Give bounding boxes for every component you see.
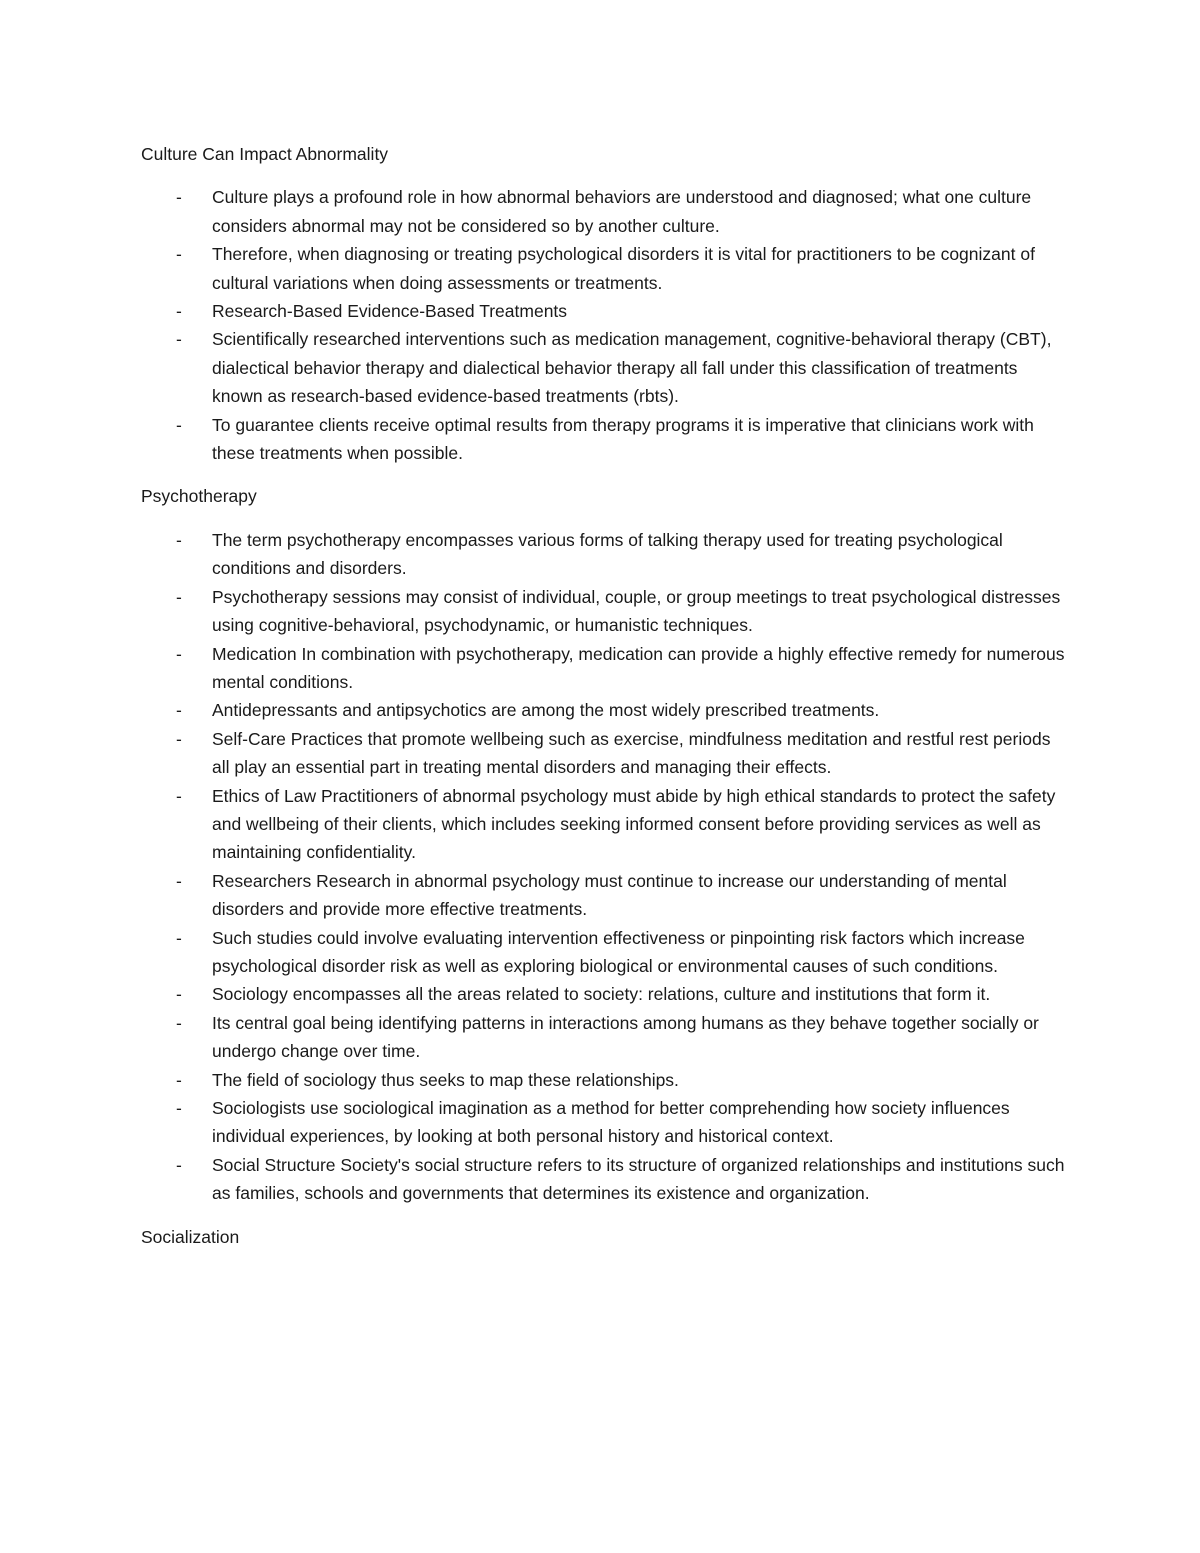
list-item: [141, 924, 1071, 981]
list-item-text: Self-Care Practices that promote wellbeing such as exercise, mindfulness meditation and restful rest periods all play an essential part in treating mental disorders and managing their effects.: [212, 728, 1051, 778]
list-item-text: To guarantee clients receive optimal results from therapy programs it is imperative that clinicians work with these treatments when possible.: [212, 414, 1034, 464]
list-item-text: Psychotherapy sessions may consist of individual, couple, or group meetings to treat psychological distresses using cognitive-behavioral, psychodynamic, or humanistic techniques.: [212, 586, 1061, 636]
section-heading: Psychotherapy: [141, 486, 257, 507]
section-culture: [141, 140, 1071, 467]
bullet-dash: -: [176, 329, 182, 350]
list-item-text: Scientifically researched interventions such as medication management, cognitive-behavioral therapy (CBT), dialectical behavior therapy and dialectical behavior therapy all fall under this classification of treatments known as research-based evidence-based treatments (rbts).: [212, 329, 1052, 407]
list-item-text: The field of sociology thus seeks to map these relationships.: [212, 1069, 679, 1090]
list-item-text: Sociology encompasses all the areas related to society: relations, culture and institutions that form it.: [212, 984, 991, 1005]
list-item: [141, 1094, 1071, 1151]
bullet-dash: -: [176, 643, 182, 664]
bullet-dash: -: [176, 244, 182, 265]
list-item: [141, 325, 1071, 410]
bullet-dash: -: [176, 586, 182, 607]
document-body: [141, 140, 1071, 1251]
list-item: [141, 980, 1071, 1008]
list-item: [141, 725, 1071, 782]
bullet-dash: -: [176, 785, 182, 806]
list-item-text: The term psychotherapy encompasses various forms of talking therapy used for treating psychological conditions and disorders.: [212, 529, 1003, 579]
bullet-dash: -: [176, 1012, 182, 1033]
bullet-dash: -: [176, 984, 182, 1005]
list-item: [141, 640, 1071, 697]
bullet-list: [141, 526, 1071, 1208]
list-item: [141, 297, 1071, 325]
bullet-dash: -: [176, 700, 182, 721]
bullet-dash: -: [176, 870, 182, 891]
bullet-dash: -: [176, 414, 182, 435]
list-item-text: Medication In combination with psychotherapy, medication can provide a highly effective remedy for numerous mental conditions.: [212, 643, 1065, 692]
list-item-text: Therefore, when diagnosing or treating psychological disorders it is vital for practitioners to be cognizant of cultural variations when doing assessments or treatments.: [212, 244, 1035, 293]
bullet-list: [141, 183, 1071, 467]
list-item-text: Ethics of Law Practitioners of abnormal psychology must abide by high ethical standards to protect the safety and wellbeing of their clients, which includes seeking informed consent before providing services as well as maintaining confidentiality.: [212, 785, 1056, 863]
list-item-text: Antidepressants and antipsychotics are among the most widely prescribed treatments.: [212, 700, 880, 721]
list-item: [141, 526, 1071, 583]
bullet-dash: -: [176, 187, 182, 208]
list-item: [141, 1151, 1071, 1208]
list-item: [141, 867, 1071, 924]
list-item-text: Such studies could involve evaluating intervention effectiveness or pinpointing risk factors which increase psychological disorder risk as well as exploring biological or environmental causes of such conditions.: [212, 927, 1025, 976]
list-item: [141, 1009, 1071, 1066]
list-item: [141, 240, 1071, 297]
list-item-text: Its central goal being identifying patterns in interactions among humans as they behave together socially or undergo change over time.: [212, 1012, 1039, 1062]
bullet-dash: -: [176, 301, 182, 322]
bullet-dash: -: [176, 1154, 182, 1175]
section-heading: Culture Can Impact Abnormality: [141, 144, 389, 164]
bullet-dash: -: [176, 728, 182, 749]
list-item-text: Culture plays a profound role in how abnormal behaviors are understood and diagnosed; what one culture considers abnormal may not be considered so by another culture.: [212, 187, 1032, 236]
list-item-text: Researchers Research in abnormal psychology must continue to increase our understanding of mental disorders and provide more effective treatments.: [212, 870, 1007, 920]
bullet-dash: -: [176, 927, 182, 948]
section-psychotherapy: [141, 482, 1071, 1207]
list-item-text: Social Structure Society's social structure refers to its structure of organized relationships and institutions such as families, schools and governments that determines its existence and organization.: [212, 1154, 1065, 1204]
bullet-dash: -: [176, 529, 182, 550]
list-item: [141, 782, 1071, 867]
bullet-dash: -: [176, 1098, 182, 1118]
list-item: [141, 696, 1071, 724]
list-item: [141, 183, 1071, 240]
bullet-dash: -: [176, 1069, 182, 1090]
list-item-text: Sociologists use sociological imagination as a method for better comprehending how society influences individual experiences, by looking at both personal history and historical context.: [212, 1098, 1010, 1147]
section-socialization: [141, 1223, 1071, 1251]
list-item-text: Research-Based Evidence-Based Treatments: [212, 301, 568, 322]
list-item: [141, 1066, 1071, 1094]
list-item: [141, 583, 1071, 640]
list-item: [141, 411, 1071, 468]
section-heading: Socialization: [141, 1226, 240, 1247]
